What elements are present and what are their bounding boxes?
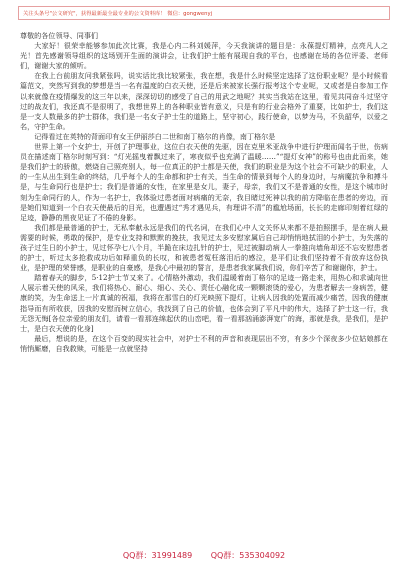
paragraph-career: 在我上台前朋友问我紧张吗，说实话比我比较紧张，我在想，我是什么时候坚定选择了这份职业呢？是小时候看篇范文，突然写到我的梦想是当一名有温度的白衣天使，还是后来被家长强行报考这个专业呢，又或者是自参加工作以来就像在疫情爆发的这三年以来，深深切切的感受了自己的用武之地呢？其实当我站在这里，看见共同奋斗过坚守过的战友们，我还真不是很明了，我想世界上的各种职业皆有意义，只是有的行业会格外了重要，比如护士，我们这是一支人数最多的护士群体，我们是一名女子护士生的道路上，坚守初心，践行使命，以梦为马，不负韶华，以爱之名，守护生命。	[20, 71, 388, 131]
footer-contact	[0, 550, 408, 561]
paragraph-closing: 最后，想说的是，在这个百变的现实社会中，对护士不利的声音和表现层出不穷，有多少个深夜多少位姑娘都在悄悄厮磨，自我救赎，可能是一点就坚持	[20, 333, 388, 353]
paragraph-nightingale-intro: 记得看过在英特的背面印有女王伊丽莎白二世和南丁格尔的肖像，南丁格尔是	[34, 131, 276, 141]
qq-group-2: QQ群：535304092	[210, 551, 286, 560]
speech-document	[20, 31, 388, 541]
paragraph-ordinary-nurses: 我们都是最普通的护士，无私奉献永远是我们的代名词，在我们心中人文关怀从来都不是拍照摆手，是在病人最需要的时候，勇敢的保护，是专业支持和默默的挽扶，我见过太多安慰家属后自己却悄悄地拭泪的小护士，为失落的孩子过生日的小护士，见过怀孕七八个月，半跪在床边扎针的护士，见过被脚动病人一拳推向墙角却还不忘安慰患者的护士，听过太多抢救成功后如释重负的长叹，和被患者冤枉落泪后的感泣，是平们让我们坚持着不肯放弃这份执业，是护理的荣誉感，是职业的自豪感，是我心中最初的誓言，是患者我家属我们说，你们辛苦了和谢谢你，护士。	[20, 222, 388, 273]
paragraph-nurses-day: 踏着春天的脚步，5·12护士节又来了。心情格外激动，我们温暖着南丁格尔的足迹一路走来，用热心和求诚向世人展示着天使的风采，我们将热心、耐心、细心、关心、责任心融化成一颗颗滚烫的爱心，为患者解去一身病苦，健康的笑，为生命送上一片真诚的祝福，我将在那雪白的灯光映照下提灯，让病人因我的处置而减少痛苦，因我的健康指导而有所收获，因我的安慰而树立信心，我找到了自己的价值，也体会到了平凡中的伟大，选择了护士这一行，我无怨无悔[各位亲爱的朋友们，请看一看那连绵起伏的山峦吧，看一看那汹涌澎湃宽广的海，那就是我，是我们，是护士，是白衣天使的化身]	[20, 273, 388, 333]
salutation: 尊敬的各位领导、同事们	[20, 31, 99, 40]
paragraph-intro: 大家好！很荣幸能够参加此次比赛，我是心内二科刘媛萍，今天我演讲的题目是：永葆提灯精神，点亮凡人之光！首先感谢领导组织的这场别开生面的演讲会，让我们护士能有展现自我的平台，也感谢在场的各位评委、老师们，谢谢大家的倾听。	[20, 41, 388, 71]
promo-banner	[18, 6, 390, 20]
promo-banner-text: 关注头条号"公文研究"，获得最新最全最专业的公文资料库！ 微信：gongwenyj	[23, 11, 213, 17]
paragraph-nightingale: 世界上第一个女护士，开创了护理事业，这位白衣天使的先驱，因在克里米亚战争中进行护理而闻名于世，伤病员在描述南丁格尔时刻写到：“灯光摇曳着飘过来了，寒夜似乎也充满了温暖……”“提灯女神”的称号也由此而来，她是我们护士的骄傲，燃烧自己照亮别人，每一位真正的护士都是天使，我们的职业是为这个社会不可缺少的职业，人的一生从出生到生命的终结，几乎每个人的生命都和护士有关，当生命的情景到每个人的身边时，与病魔抗争和搏斗是，与生命同行也是护士；我们是普通的女性，在家里是女儿，妻子，母亲，我们又不是普通的女性，是这个城市时刻为生命同行的人，作为一名护士，我体验过患者面对病痛的无奈，我目睹过死神以我的前方降临在患者的旁边，而是她们知道到一个白衣天使最后的目光，也遭遇过“秀才遇见兵，有理讲不清”的尴尬场面，长长的走廊印刻着红绿的足迹，静静的黑夜见证了不倦的身影。	[20, 142, 388, 222]
qq-group-1: QQ群：31991489	[122, 551, 193, 560]
